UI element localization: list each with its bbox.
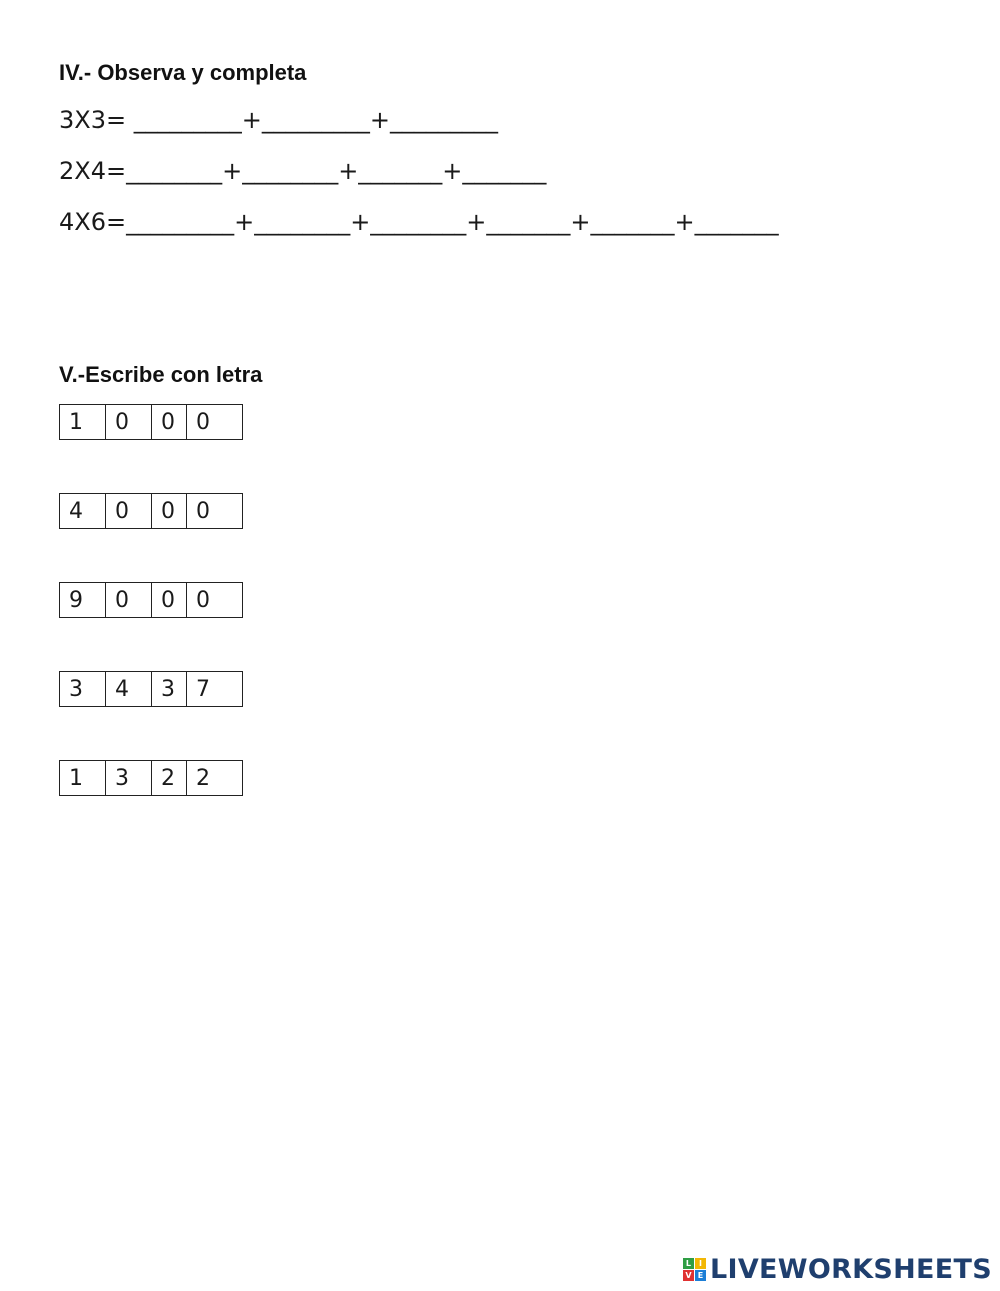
number-box-4000 (59, 493, 243, 529)
digit-cell: 1 (60, 761, 106, 796)
digit-cell: 0 (187, 494, 243, 529)
number-box-9000 (59, 582, 243, 618)
digit-cell: 0 (187, 405, 243, 440)
digit-cell: 9 (60, 583, 106, 618)
liveworksheets-wordmark: LIVEWORKSHEETS (709, 1254, 992, 1285)
digit-cell: 4 (60, 494, 106, 529)
digit-cell: 7 (187, 672, 243, 707)
digit-cell: 0 (187, 583, 243, 618)
logo-letter-v: V (683, 1270, 694, 1281)
logo-letter-e: E (695, 1270, 706, 1281)
number-box-1322 (59, 760, 243, 796)
digit-cell: 0 (152, 405, 187, 440)
logo-letter-i: I (695, 1258, 706, 1269)
equation-2x4: 2X4=________+________+_______+_______ (59, 157, 547, 185)
digit-cell: 4 (106, 672, 152, 707)
digit-cell: 0 (106, 494, 152, 529)
liveworksheets-mark-icon (683, 1258, 706, 1281)
digit-cell: 0 (152, 583, 187, 618)
digit-cell: 3 (60, 672, 106, 707)
section-v-heading: V.-Escribe con letra (59, 362, 263, 387)
digit-cell: 0 (106, 583, 152, 618)
digit-cell: 0 (106, 405, 152, 440)
number-box-1000 (59, 404, 243, 440)
digit-cell: 1 (60, 405, 106, 440)
digit-cell: 2 (152, 761, 187, 796)
logo-letter-l: L (683, 1258, 694, 1269)
digit-cell: 3 (152, 672, 187, 707)
equation-4x6: 4X6=_________+________+________+_______+_______+_______ (59, 208, 779, 236)
equation-3x3: 3X3= _________+_________+_________ (59, 106, 498, 134)
digit-cell: 2 (187, 761, 243, 796)
digit-cell: 0 (152, 494, 187, 529)
liveworksheets-logo (683, 1254, 992, 1285)
section-iv-heading: IV.- Observa y completa (59, 60, 307, 85)
digit-cell: 3 (106, 761, 152, 796)
number-box-3437 (59, 671, 243, 707)
